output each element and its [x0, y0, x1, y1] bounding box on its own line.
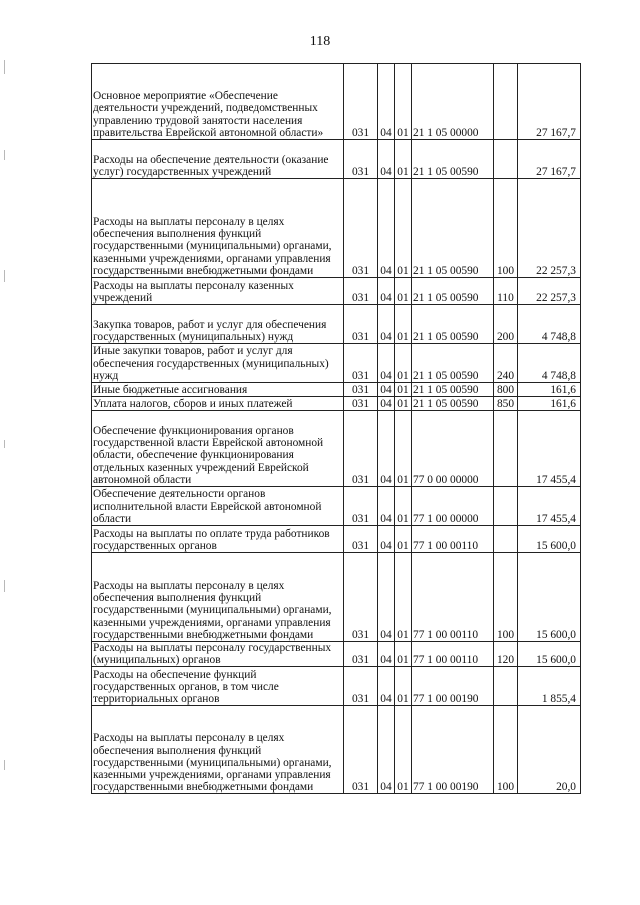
row-rz: 04 [378, 383, 395, 397]
budget-table [91, 63, 581, 794]
row-gr: 031 [344, 706, 378, 794]
row-vr: 800 [494, 383, 518, 397]
table-row [92, 305, 581, 344]
table-row [92, 383, 581, 397]
row-sum: 27 167,7 [518, 140, 581, 179]
row-gr: 031 [344, 642, 378, 667]
row-gr: 031 [344, 526, 378, 553]
row-vr [494, 487, 518, 526]
row-rz: 04 [378, 397, 395, 411]
row-sum: 15 600,0 [518, 642, 581, 667]
table-row [92, 667, 581, 706]
row-rz: 04 [378, 526, 395, 553]
row-vr: 200 [494, 305, 518, 344]
table-row [92, 140, 581, 179]
row-csr: 21 1 05 00590 [412, 305, 494, 344]
row-vr: 240 [494, 344, 518, 383]
row-vr: 110 [494, 278, 518, 305]
row-sum: 161,6 [518, 383, 581, 397]
table-row [92, 553, 581, 642]
row-name: Обеспечение деятельности органов исполнительной власти Еврейской автономной области [92, 487, 344, 526]
row-gr: 031 [344, 64, 378, 140]
row-vr: 100 [494, 553, 518, 642]
row-sum: 22 257,3 [518, 179, 581, 278]
row-name: Расходы на выплаты персоналу в целях обеспечения выполнения функций государственными (муниципальными) органами, казенными учреждениями, органами управления государственными внебюджетными фондами [92, 179, 344, 278]
row-name: Основное мероприятие «Обеспечение деятельности учреждений, подведомственных управлению трудовой занятости населения правительства Еврейской автономной области» [92, 64, 344, 140]
row-vr [494, 667, 518, 706]
row-csr: 77 1 00 00190 [412, 667, 494, 706]
table-row [92, 64, 581, 140]
row-pr: 01 [395, 278, 412, 305]
row-sum: 4 748,8 [518, 305, 581, 344]
row-csr: 21 1 05 00590 [412, 140, 494, 179]
row-gr: 031 [344, 383, 378, 397]
row-vr: 120 [494, 642, 518, 667]
row-pr: 01 [395, 140, 412, 179]
row-pr: 01 [395, 553, 412, 642]
row-gr: 031 [344, 397, 378, 411]
row-name: Расходы на выплаты персоналу в целях обеспечения выполнения функций государственными (муниципальными) органами, казенными учреждениями, органами управления государственными внебюджетными фондами [92, 553, 344, 642]
row-pr: 01 [395, 706, 412, 794]
row-name: Расходы на обеспечение деятельности (оказание услуг) государственных учреждений [92, 140, 344, 179]
row-csr: 77 1 00 00110 [412, 526, 494, 553]
row-sum: 17 455,4 [518, 487, 581, 526]
row-vr: 100 [494, 179, 518, 278]
row-sum: 17 455,4 [518, 411, 581, 487]
row-pr: 01 [395, 526, 412, 553]
row-name: Расходы на выплаты персоналу в целях обеспечения выполнения функций государственными (муниципальными) органами, казенными учреждениями, органами управления государственными внебюджетными фондами [92, 706, 344, 794]
row-csr: 21 1 05 00000 [412, 64, 494, 140]
table-row [92, 411, 581, 487]
row-pr: 01 [395, 642, 412, 667]
table-row [92, 706, 581, 794]
row-gr: 031 [344, 553, 378, 642]
row-rz: 04 [378, 411, 395, 487]
row-rz: 04 [378, 642, 395, 667]
row-csr: 21 1 05 00590 [412, 383, 494, 397]
table-row [92, 487, 581, 526]
row-vr: 850 [494, 397, 518, 411]
row-csr: 77 1 00 00000 [412, 487, 494, 526]
row-vr [494, 140, 518, 179]
table-body [92, 64, 581, 794]
row-gr: 031 [344, 140, 378, 179]
row-name: Иные закупки товаров, работ и услуг для обеспечения государственных (муниципальных) нужд [92, 344, 344, 383]
row-csr: 21 1 05 00590 [412, 179, 494, 278]
row-csr: 21 1 05 00590 [412, 278, 494, 305]
row-rz: 04 [378, 140, 395, 179]
row-rz: 04 [378, 487, 395, 526]
row-pr: 01 [395, 383, 412, 397]
row-gr: 031 [344, 305, 378, 344]
row-rz: 04 [378, 667, 395, 706]
row-vr [494, 64, 518, 140]
row-rz: 04 [378, 305, 395, 344]
row-gr: 031 [344, 179, 378, 278]
row-csr: 21 1 05 00590 [412, 344, 494, 383]
row-name: Расходы на выплаты персоналу государственных (муниципальных) органов [92, 642, 344, 667]
row-pr: 01 [395, 411, 412, 487]
row-name: Расходы на выплаты персоналу казенных учреждений [92, 278, 344, 305]
row-vr: 100 [494, 706, 518, 794]
scan-edge-marks [4, 60, 10, 860]
row-sum: 20,0 [518, 706, 581, 794]
row-vr [494, 411, 518, 487]
table-row [92, 278, 581, 305]
table-row [92, 526, 581, 553]
row-name: Иные бюджетные ассигнования [92, 383, 344, 397]
row-pr: 01 [395, 64, 412, 140]
table-row [92, 642, 581, 667]
page-number: 118 [309, 34, 331, 49]
row-sum: 4 748,8 [518, 344, 581, 383]
table-row [92, 397, 581, 411]
row-gr: 031 [344, 667, 378, 706]
row-gr: 031 [344, 278, 378, 305]
row-name: Обеспечение функционирования органов государственной власти Еврейской автономной области, обеспечение функционирования отдельных казенных учреждений Еврейской автономной области [92, 411, 344, 487]
row-pr: 01 [395, 397, 412, 411]
row-rz: 04 [378, 706, 395, 794]
row-sum: 22 257,3 [518, 278, 581, 305]
row-gr: 031 [344, 411, 378, 487]
row-rz: 04 [378, 278, 395, 305]
row-pr: 01 [395, 667, 412, 706]
row-csr: 77 1 00 00110 [412, 553, 494, 642]
row-rz: 04 [378, 179, 395, 278]
row-name: Уплата налогов, сборов и иных платежей [92, 397, 344, 411]
table-row [92, 344, 581, 383]
row-csr: 77 0 00 00000 [412, 411, 494, 487]
row-sum: 161,6 [518, 397, 581, 411]
row-gr: 031 [344, 487, 378, 526]
row-rz: 04 [378, 344, 395, 383]
row-rz: 04 [378, 64, 395, 140]
row-pr: 01 [395, 179, 412, 278]
row-name: Расходы на выплаты по оплате труда работников государственных органов [92, 526, 344, 553]
row-csr: 77 1 00 00110 [412, 642, 494, 667]
row-csr: 21 1 05 00590 [412, 397, 494, 411]
row-sum: 15 600,0 [518, 553, 581, 642]
row-pr: 01 [395, 487, 412, 526]
row-pr: 01 [395, 344, 412, 383]
row-sum: 1 855,4 [518, 667, 581, 706]
row-rz: 04 [378, 553, 395, 642]
table-row [92, 179, 581, 278]
row-name: Закупка товаров, работ и услуг для обеспечения государственных (муниципальных) нужд [92, 305, 344, 344]
row-pr: 01 [395, 305, 412, 344]
row-sum: 27 167,7 [518, 64, 581, 140]
row-gr: 031 [344, 344, 378, 383]
row-csr: 77 1 00 00190 [412, 706, 494, 794]
row-sum: 15 600,0 [518, 526, 581, 553]
row-name: Расходы на обеспечение функций государственных органов, в том числе территориальных органов [92, 667, 344, 706]
row-vr [494, 526, 518, 553]
